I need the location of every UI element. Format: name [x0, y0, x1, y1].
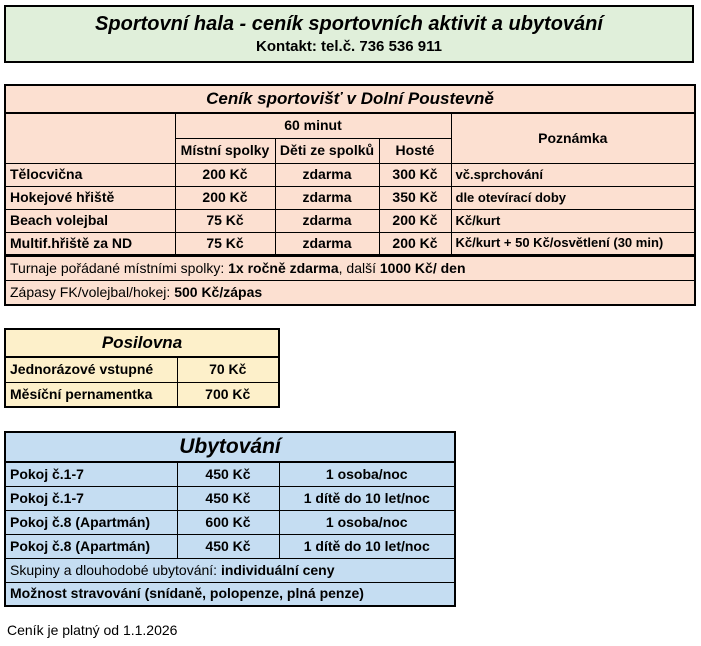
sports-title-row — [5, 85, 695, 113]
row-label: Multif.hřiště za ND — [5, 232, 175, 255]
sports-footnote-matches — [5, 280, 695, 305]
sports-note-header: Poznámka — [451, 113, 695, 163]
price-children: zdarma — [275, 209, 379, 232]
row-price: 700 Kč — [177, 382, 279, 407]
price-guests: 300 Kč — [379, 163, 451, 186]
row-price: 450 Kč — [177, 486, 279, 510]
sports-footnote-tournaments — [5, 255, 695, 280]
lodging-row-1 — [5, 462, 455, 486]
page-title: Sportovní hala - ceník sportovních aktivit a ubytování — [95, 12, 603, 35]
price-local: 200 Kč — [175, 186, 275, 209]
lodging-table-title: Ubytování — [5, 432, 455, 462]
lodging-price-table — [4, 431, 456, 607]
row-unit: 1 dítě do 10 let/noc — [279, 486, 455, 510]
lodging-title-row — [5, 432, 455, 462]
row-price: 450 Kč — [177, 462, 279, 486]
sports-col-header-children: Děti ze spolků — [275, 138, 379, 163]
gym-table-title: Posilovna — [5, 329, 279, 357]
price-guests: 200 Kč — [379, 209, 451, 232]
footnote-bold: 1000 Kč/ den — [379, 259, 466, 276]
lodging-row-4 — [5, 534, 455, 558]
sports-corner-cell — [5, 113, 175, 163]
row-price: 600 Kč — [177, 510, 279, 534]
sports-row-hokejove-hriste — [5, 186, 695, 209]
footnote-text: Turnaje pořádané místními spolky: — [10, 259, 229, 276]
lodging-row-3 — [5, 510, 455, 534]
row-label: Pokoj č.1-7 — [5, 486, 177, 510]
price-local: 200 Kč — [175, 163, 275, 186]
contact-line: Kontakt: tel.č. 736 536 911 — [256, 37, 442, 55]
row-label: Hokejové hřiště — [5, 186, 175, 209]
header-box — [4, 5, 694, 63]
row-note: dle otevírací doby — [451, 186, 695, 209]
row-label: Tělocvična — [5, 163, 175, 186]
row-price: 450 Kč — [177, 534, 279, 558]
price-children: zdarma — [275, 163, 379, 186]
footnote-text: , další — [338, 259, 380, 276]
price-children: zdarma — [275, 186, 379, 209]
footnote-text: Zápasy FK/volejbal/hokej: — [10, 283, 175, 300]
gym-price-table — [4, 328, 280, 408]
sports-row-beach-volejbal — [5, 209, 695, 232]
sports-row-telocvicna — [5, 163, 695, 186]
lodging-footnote-groups — [5, 558, 455, 582]
footnote-bold: 1x ročně zdarma — [228, 259, 339, 276]
sports-group-header-row — [5, 113, 695, 138]
row-note: Kč/kurt — [451, 209, 695, 232]
row-label: Pokoj č.1-7 — [5, 462, 177, 486]
row-unit: 1 osoba/noc — [279, 510, 455, 534]
row-note: vč.sprchování — [451, 163, 695, 186]
row-note: Kč/kurt + 50 Kč/osvětlení (30 min) — [451, 232, 695, 255]
gym-row-monthly-pass — [5, 382, 279, 407]
sports-duration-header: 60 minut — [175, 113, 451, 138]
sports-col-header-local: Místní spolky — [175, 138, 275, 163]
row-label: Měsíční pernamentka — [5, 382, 177, 407]
price-children: zdarma — [275, 232, 379, 255]
row-label: Pokoj č.8 (Apartmán) — [5, 534, 177, 558]
gym-row-single-entry — [5, 357, 279, 382]
price-guests: 350 Kč — [379, 186, 451, 209]
sports-price-table — [4, 84, 696, 306]
sports-table-title: Ceník sportovišť v Dolní Poustevně — [5, 85, 695, 113]
sports-footnote-tournaments-row — [5, 255, 695, 280]
validity-note: Ceník je platný od 1.1.2026 — [7, 622, 178, 638]
lodging-footnote-groups-row — [5, 558, 455, 582]
row-label: Beach volejbal — [5, 209, 175, 232]
lodging-row-2 — [5, 486, 455, 510]
sports-row-multif-hriste — [5, 232, 695, 255]
footnote-bold: Možnost stravování (snídaně, polopenze, plná penze) — [10, 585, 364, 602]
sports-col-header-guests: Hosté — [379, 138, 451, 163]
row-unit: 1 osoba/noc — [279, 462, 455, 486]
row-price: 70 Kč — [177, 357, 279, 382]
sports-footnote-matches-row — [5, 280, 695, 305]
gym-title-row — [5, 329, 279, 357]
lodging-footnote-meals-row — [5, 582, 455, 606]
footnote-bold: individuální ceny — [220, 561, 335, 578]
price-local: 75 Kč — [175, 232, 275, 255]
lodging-footnote-meals — [5, 582, 455, 606]
row-unit: 1 dítě do 10 let/noc — [279, 534, 455, 558]
price-guests: 200 Kč — [379, 232, 451, 255]
row-label: Pokoj č.8 (Apartmán) — [5, 510, 177, 534]
footnote-bold: 500 Kč/zápas — [174, 283, 263, 300]
footnote-text: Skupiny a dlouhodobé ubytování: — [10, 561, 221, 578]
price-local: 75 Kč — [175, 209, 275, 232]
row-label: Jednorázové vstupné — [5, 357, 177, 382]
